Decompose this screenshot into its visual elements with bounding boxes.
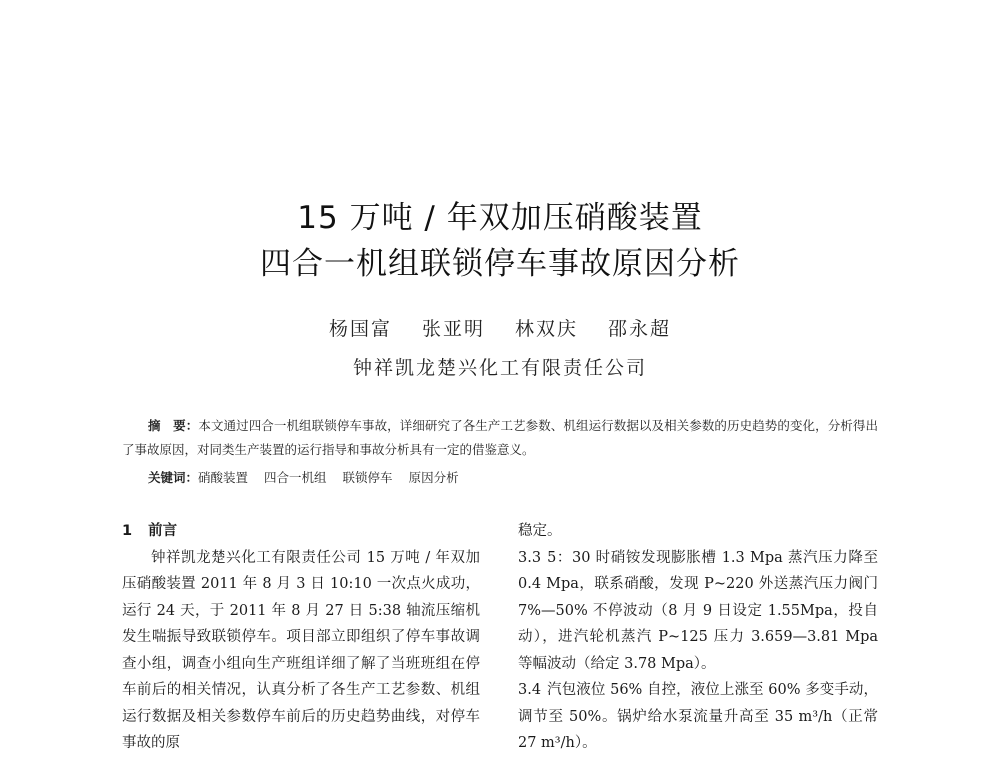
article-title-line-2: 四合一机组联锁停车事故原因分析 (260, 246, 740, 282)
section-paragraph: 钟祥凯龙楚兴化工有限责任公司 15 万吨 / 年双加压硝酸装置 2011 年 8 月 3 日 10:10 一次点火成功，运行 24 天，于 2011 年 8 月 27 日 5:38 轴流压缩机发生喘振导致联锁停车。项目部立即组织了停车事故调查小组，调查小组向生产班组详细了解了当班班组在停车前后的相关情况，认真分析了各生产工艺参数、机组运行数据及相关参数停车前后的历史趋势曲线，对停车事故的原 (122, 549, 480, 751)
author-affiliation: 钟祥凯龙楚兴化工有限责任公司 (352, 357, 647, 379)
author-name: 林双庆 (515, 318, 579, 340)
keyword-item: 四合一机组 (264, 470, 327, 485)
subsection-3-4 (518, 677, 878, 757)
author-list (0, 314, 1000, 341)
abstract (122, 414, 878, 462)
abstract-label: 摘 要： (148, 418, 199, 433)
continued-text: 稳定。 (518, 523, 562, 539)
keyword-item: 联锁停车 (342, 470, 393, 485)
subsection-number: 3.3 (518, 549, 542, 566)
section-title: 前言 (148, 523, 178, 539)
subsection-text: 5：30 时硝铵发现膨胀槽 1.3 Mpa 蒸汽压力降至 0.4 Mpa，联系硝酸，发现 P~220 外送蒸汽压力阀门 7%—50% 不停波动（8 月 9 日设定 1.55Mpa，投自动），进汽轮机蒸汽 P~125 压力 3.659—3.81 Mpa 等幅波动（给定 3.78 Mpa）。 (518, 549, 878, 672)
subsection-text: 汽包液位 56% 自控，液位上涨至 60% 多变手动，调节至 50%。锅炉给水泵流量升高至 35 m³/h（正常 27 m³/h）。 (518, 682, 878, 751)
section-heading (122, 518, 480, 545)
subsection-3-3 (518, 545, 878, 678)
author-name: 张亚明 (421, 318, 485, 340)
keywords-label: 关键词： (148, 470, 199, 485)
keyword-item: 原因分析 (408, 470, 459, 485)
keywords (148, 468, 878, 488)
author-name: 邵永超 (608, 318, 672, 340)
right-column (518, 518, 878, 757)
subsection-number: 3.4 (518, 682, 542, 698)
abstract-text: 本文通过四合一机组联锁停车事故，详细研究了各生产工艺参数、机组运行数据以及相关参数的历史趋势的变化，分析得出了事故原因，对同类生产装置的运行指导和事故分析具有一定的借鉴意义。 (122, 418, 878, 457)
author-name: 杨国富 (328, 318, 392, 340)
left-column (122, 518, 480, 757)
keyword-item: 硝酸装置 (198, 470, 249, 485)
article-title-line-1: 15 万吨 / 年双加压硝酸装置 (297, 200, 703, 236)
section-number: 1 (122, 523, 133, 539)
